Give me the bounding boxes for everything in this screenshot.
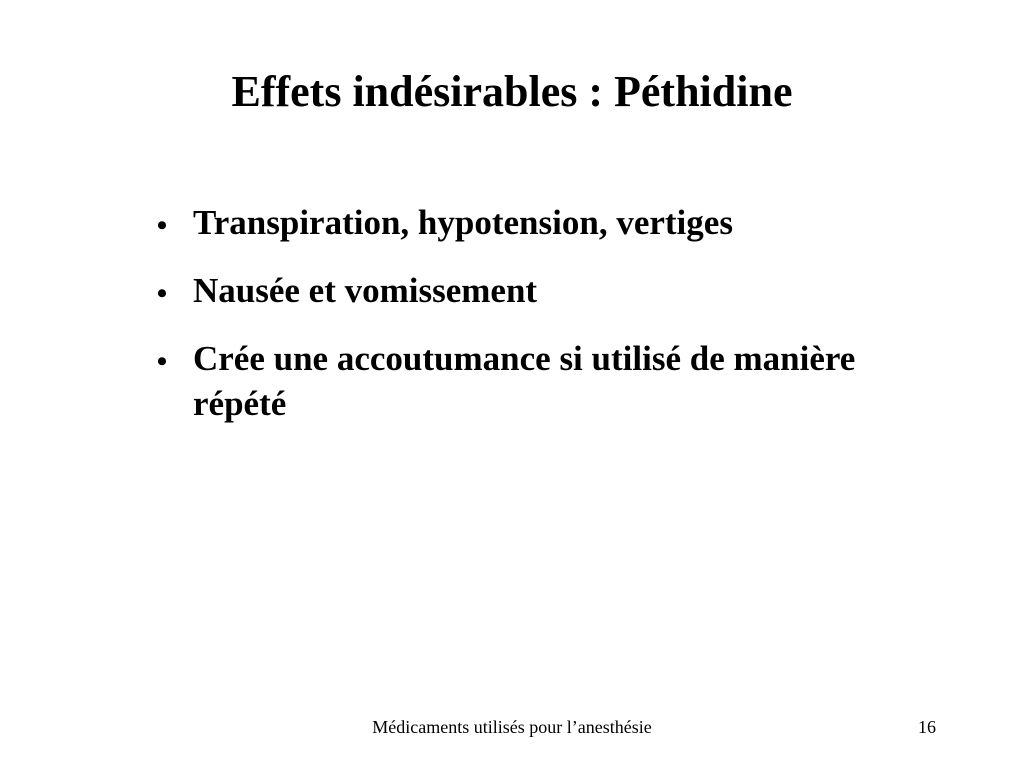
bullet-item — [152, 336, 872, 426]
bullet-item — [152, 268, 872, 313]
bullet-icon: • — [156, 209, 168, 242]
slide-footer: Médicaments utilisés pour l’anesthésie — [372, 717, 652, 737]
slide-page-number: 16 — [918, 717, 936, 737]
bullet-text: Nausée et vomissement — [193, 271, 538, 310]
bullet-list — [152, 200, 872, 449]
bullet-text: Transpiration, hypotension, vertiges — [193, 203, 733, 242]
bullet-icon: • — [156, 345, 168, 378]
slide-title: Effets indésirables : Péthidine — [231, 67, 793, 116]
bullet-text: Crée une accoutumance si utilisé de manière répété — [193, 339, 856, 423]
bullet-item — [152, 200, 872, 245]
bullet-icon: • — [156, 277, 168, 310]
